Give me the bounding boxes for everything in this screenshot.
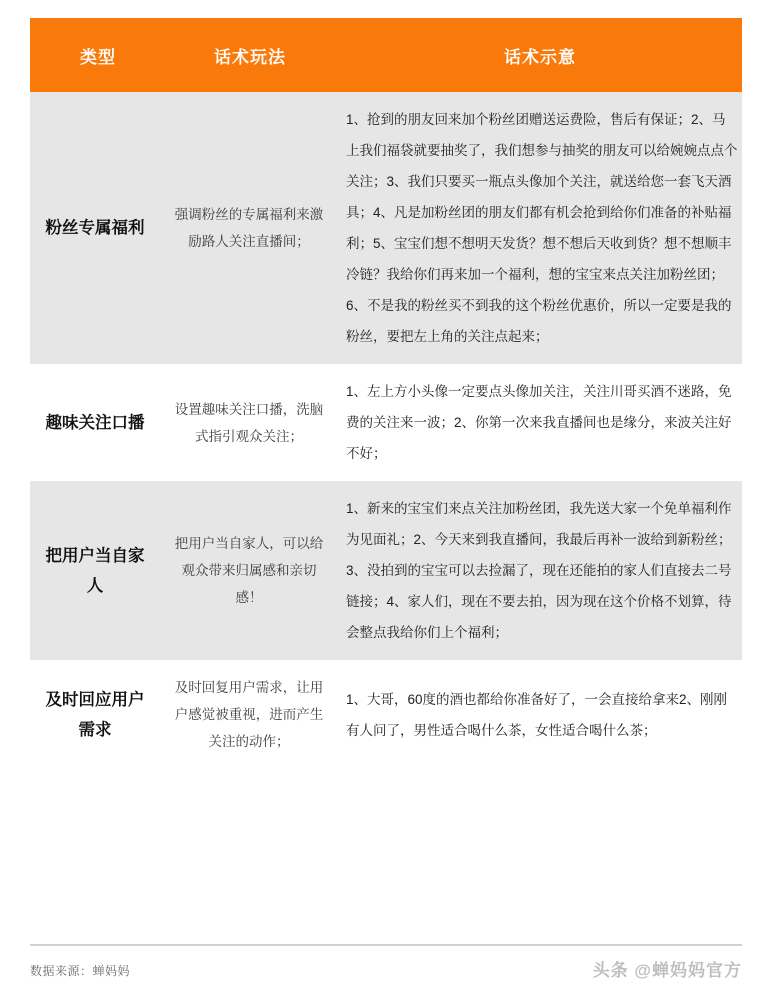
cell-example bbox=[338, 92, 742, 364]
cell-type: 粉丝专属福利 bbox=[30, 92, 160, 364]
cell-example-text: 1、新来的宝宝们来点关注加粉丝团，我先送大家一个免单福利作为见面礼；2、今天来到我直播间，我最后再补一波给到新粉丝；3、没拍到的宝宝可以去捡漏了，现在还能拍的家人们直接去二号链接；4、家人们，现在不要去拍，因为现在这个价格不划算，待会整点我给你们上个福利； bbox=[346, 501, 732, 640]
cell-type: 把用户当自家人 bbox=[30, 481, 160, 660]
table-body bbox=[30, 92, 742, 769]
column-header-method: 话术玩法 bbox=[160, 18, 338, 92]
table-header bbox=[30, 18, 742, 92]
cell-type: 及时回应用户需求 bbox=[30, 660, 160, 769]
column-header-type: 类型 bbox=[30, 18, 160, 92]
cell-method: 及时回复用户需求，让用户感觉被重视，进而产生关注的动作； bbox=[160, 660, 338, 769]
cell-method: 把用户当自家人，可以给观众带来归属感和亲切感！ bbox=[160, 481, 338, 660]
table-row bbox=[30, 481, 742, 660]
cell-method: 设置趣味关注口播，洗脑式指引观众关注； bbox=[160, 364, 338, 481]
cell-type: 趣味关注口播 bbox=[30, 364, 160, 481]
cell-example bbox=[338, 481, 742, 660]
table-header-row bbox=[30, 18, 742, 92]
watermark-label: 头条 @蝉妈妈官方 bbox=[592, 961, 742, 980]
cell-example-text: 1、左上方小头像一定要点头像加关注，关注川哥买酒不迷路，免费的关注来一波；2、你第一次来我直播间也是缘分，来波关注好不好； bbox=[346, 384, 732, 461]
cell-example bbox=[338, 660, 742, 769]
cell-method: 强调粉丝的专属福利来激励路人关注直播间； bbox=[160, 92, 338, 364]
table-row bbox=[30, 660, 742, 769]
cell-example-text: 1、抢到的朋友回来加个粉丝团赠送运费险，售后有保证；2、马上我们福袋就要抽奖了，我们想参与抽奖的朋友可以给婉婉点点个关注；3、我们只要买一瓶点头像加个关注，就送给您一套飞天酒具；4、凡是加粉丝团的朋友们都有机会抢到给你们准备的补贴福利；5、宝宝们想不想明天发货？想不想后天收到货？想不想顺丰冷链？我给你们再来加一个福利，想的宝宝来点关注加粉丝团；6、不是我的粉丝买不到我的这个粉丝优惠价，所以一定要是我的粉丝，要把左上角的关注点起来； bbox=[346, 112, 738, 344]
cell-example bbox=[338, 364, 742, 481]
table-row bbox=[30, 364, 742, 481]
data-source-label: 数据来源：蝉妈妈 bbox=[30, 964, 131, 978]
footer-divider bbox=[30, 944, 742, 946]
table-row bbox=[30, 92, 742, 364]
script-table-wrapper bbox=[30, 18, 742, 769]
script-table bbox=[30, 18, 742, 769]
column-header-example: 话术示意 bbox=[338, 18, 742, 92]
cell-example-text: 1、大哥，60度的酒也都给你准备好了，一会直接给拿来2、刚刚有人问了，男性适合喝什么茶，女性适合喝什么茶； bbox=[346, 691, 728, 738]
